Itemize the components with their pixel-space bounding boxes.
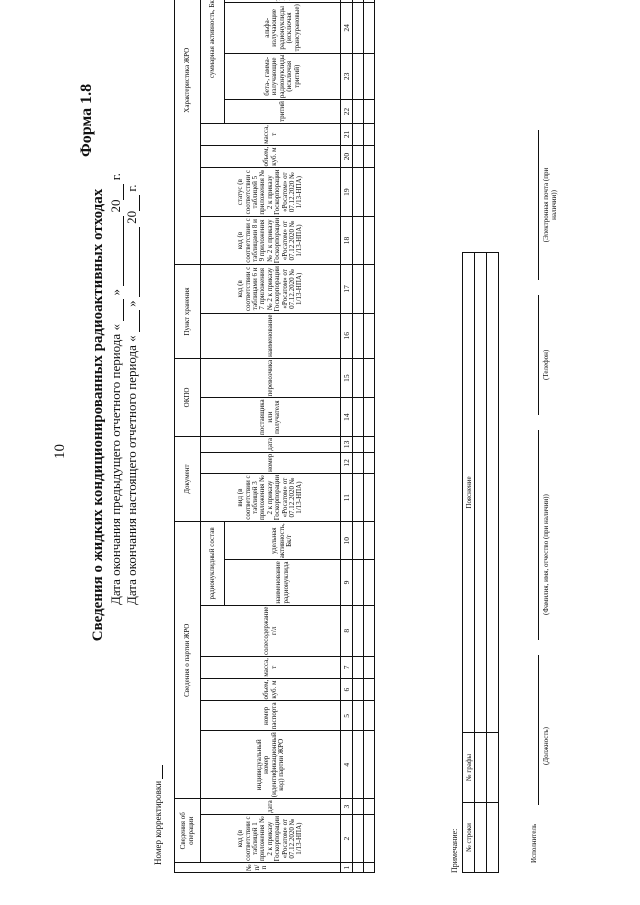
period-prev-day-blank — [111, 299, 124, 321]
cell[interactable] — [364, 265, 375, 313]
header-col-1: код (в соответствии с таблицей 1 приложения № 2 к приказу Госкорпорации «Росатом» от 07.12.2020 № 1/13-НПА) — [201, 814, 341, 862]
header-col-16: код (в соответствии с таблицами 6 и 7 приложения № 2 к приказу Госкорпорации «Росатом» от 07.12.2020 № 1/13-НПА) — [201, 265, 341, 313]
phone-line — [538, 295, 539, 415]
period-curr-close-quote: » — [124, 300, 139, 307]
colnum: 12 — [341, 452, 353, 473]
header-characteristic: Характеристика ЖРО — [175, 0, 201, 265]
form-label: Форма 1.8 — [78, 83, 95, 157]
cell[interactable] — [364, 436, 375, 452]
header-col-23: альфа-излучающие радионуклиды (исключая трансурановые) — [225, 3, 341, 53]
cell[interactable] — [364, 168, 375, 216]
cell[interactable] — [353, 436, 364, 452]
cell[interactable] — [353, 145, 364, 168]
header-col-24 — [225, 0, 341, 3]
colnum: 4 — [341, 731, 353, 799]
notes-col-field: № графы — [463, 733, 475, 803]
correction-label: Номер корректировки — [153, 780, 163, 865]
cell[interactable] — [364, 313, 375, 358]
cell[interactable] — [364, 473, 375, 521]
colnum: 21 — [341, 124, 353, 146]
cell[interactable] — [364, 3, 375, 53]
colnum: 14 — [341, 398, 353, 437]
colnum: 19 — [341, 168, 353, 216]
header-radionuclide: радионуклидный состав — [201, 522, 225, 605]
colnum: 15 — [341, 358, 353, 398]
correction-line — [150, 765, 163, 865]
cell[interactable] — [364, 863, 375, 873]
email-line — [538, 130, 539, 280]
cell[interactable] — [353, 605, 364, 656]
cell[interactable] — [475, 253, 487, 733]
header-col-7: солесодержание г/л — [201, 605, 341, 656]
cell[interactable] — [353, 522, 364, 560]
phone-caption: (Телефон) — [542, 349, 550, 380]
header-col-13: поставщика или получателя — [201, 398, 341, 437]
cell[interactable] — [353, 731, 364, 799]
period-prev-label: Дата окончания предыдущего отчетного периода — [108, 333, 123, 605]
period-prev-month-blank — [111, 216, 124, 286]
correction-blank — [150, 765, 163, 779]
header-document: Документ — [175, 436, 201, 521]
cell[interactable] — [364, 814, 375, 862]
notes-col-text: Пояснение — [463, 253, 475, 733]
colnum: 24 — [341, 3, 353, 53]
period-curr-year-prefix: 20 — [124, 210, 139, 224]
cell[interactable] — [353, 452, 364, 473]
period-curr-open-quote: « — [124, 335, 139, 342]
waste-table — [174, 0, 375, 873]
cell[interactable] — [475, 803, 487, 873]
executor-label: Исполнитель — [530, 823, 538, 863]
colnum: 11 — [341, 473, 353, 521]
period-curr-label: Дата окончания настоящего отчетного периода — [124, 345, 139, 605]
cell[interactable] — [487, 253, 499, 733]
colnum: 1 — [341, 863, 353, 873]
cell[interactable] — [353, 265, 364, 313]
colnum: 5 — [341, 701, 353, 731]
cell[interactable] — [475, 733, 487, 803]
page-number: 10 — [52, 444, 68, 459]
period-prev-open-quote: « — [108, 324, 123, 331]
cell[interactable] — [364, 124, 375, 146]
cell[interactable] — [353, 678, 364, 701]
colnum: 8 — [341, 605, 353, 656]
header-col-6: масса, т — [201, 657, 341, 679]
notes-header-row — [463, 253, 475, 873]
header-col-14: перевозчика — [201, 358, 341, 398]
cell[interactable] — [364, 53, 375, 100]
notes-row — [475, 253, 487, 873]
cell[interactable] — [353, 3, 364, 53]
header-batch: Сведения о партии ЖРО — [175, 522, 201, 799]
table-row — [364, 0, 375, 873]
colnum: 23 — [341, 53, 353, 100]
period-prev-year-suffix: г. — [108, 173, 123, 181]
email-caption: (Электронная почта (при наличии)) — [542, 167, 558, 243]
header-storage: Пункт хранения — [175, 265, 201, 359]
period-curr-year-blank — [127, 195, 140, 211]
header-num: № п/п — [175, 863, 341, 873]
header-okpo: ОКПО — [175, 358, 201, 436]
position-line — [538, 655, 539, 805]
cell[interactable] — [487, 803, 499, 873]
table-row — [353, 0, 364, 873]
period-curr-line — [124, 184, 140, 605]
notes-table — [462, 252, 499, 873]
header-col-10: вид (в соответствии с таблицей 3 приложения № 2 к приказу Госкорпорации «Росатом» от 07.12.2020 № 1/13-НПА) — [201, 473, 341, 521]
cell[interactable] — [353, 560, 364, 605]
colnum: 2 — [341, 814, 353, 862]
period-prev-close-quote: » — [108, 289, 123, 296]
header-col-21: тритий — [225, 100, 341, 124]
cell[interactable] — [364, 799, 375, 815]
colnum: 16 — [341, 313, 353, 358]
colnum: 22 — [341, 100, 353, 124]
cell[interactable] — [364, 0, 375, 3]
period-prev-year-prefix: 20 — [108, 199, 123, 213]
header-col-8: наименование радионуклида — [225, 560, 341, 605]
cell[interactable] — [364, 657, 375, 679]
header-col-15: наименование — [201, 313, 341, 358]
colnum: 9 — [341, 560, 353, 605]
colnum: 20 — [341, 145, 353, 168]
cell[interactable] — [353, 100, 364, 124]
cell[interactable] — [364, 452, 375, 473]
cell[interactable] — [353, 216, 364, 264]
cell[interactable] — [353, 313, 364, 358]
header-col-17: код (в соответствии с таблицами 8 и 9 приложения № 2 к приказу Госкорпорации «Росатом» от 07.12.2020 № 1/13-НПА) — [201, 216, 341, 264]
colnum — [341, 0, 353, 3]
header-col-4: номер паспорта — [201, 701, 341, 731]
cell[interactable] — [353, 863, 364, 873]
fio-caption: (Фамилия, имя, отчество (при наличии)) — [542, 494, 550, 615]
cell[interactable] — [364, 605, 375, 656]
colnum: 3 — [341, 799, 353, 815]
document-title: Сведения о жидких кондиционированных радиоактивных отходах — [90, 188, 106, 642]
header-total-activity: суммарная активность, Бк — [201, 0, 225, 124]
cell[interactable] — [364, 216, 375, 264]
header-col-12: дата — [201, 436, 341, 452]
notes-label: Примечание: — [450, 828, 459, 873]
header-col-5: объем, куб. м — [201, 678, 341, 701]
cell[interactable] — [364, 731, 375, 799]
notes-col-row: № строки — [463, 803, 475, 873]
cell[interactable] — [353, 168, 364, 216]
colnum: 13 — [341, 436, 353, 452]
period-prev-line — [108, 173, 124, 605]
cell[interactable] — [364, 678, 375, 701]
cell[interactable] — [353, 124, 364, 146]
cell[interactable] — [353, 814, 364, 862]
header-col-11: номер — [201, 452, 341, 473]
header-col-19: объем, куб. м — [201, 145, 341, 168]
cell[interactable] — [353, 53, 364, 100]
fio-line — [538, 430, 539, 640]
colnum: 6 — [341, 678, 353, 701]
period-curr-day-blank — [127, 310, 140, 332]
cell[interactable] — [364, 145, 375, 168]
cell[interactable] — [353, 799, 364, 815]
period-curr-month-blank — [127, 227, 140, 297]
header-col-18: статус (в соответствии с таблицей 5 приложения № 2 к приказу Госкорпорации «Росатом» от 07.12.2020 № 1/13-НПА) — [201, 168, 341, 216]
cell[interactable] — [364, 560, 375, 605]
header-col-2: дата — [201, 799, 341, 815]
cell[interactable] — [353, 657, 364, 679]
header-operation: Сведения об операции — [175, 799, 201, 863]
header-col-22: бета-, гамма- излучающие радионуклиды (исключая тритий) — [225, 53, 341, 100]
cell[interactable] — [353, 701, 364, 731]
header-col-20: масса, т — [201, 124, 341, 146]
colnum: 17 — [341, 265, 353, 313]
cell[interactable] — [364, 398, 375, 437]
cell[interactable] — [353, 473, 364, 521]
colnum: 10 — [341, 522, 353, 560]
period-prev-year-blank — [111, 184, 124, 200]
period-curr-year-suffix: г. — [124, 184, 139, 192]
colnum: 18 — [341, 216, 353, 264]
header-col-9: удельная активность, Бк/г — [225, 522, 341, 560]
column-numbers-row — [341, 0, 353, 873]
cell[interactable] — [364, 358, 375, 398]
position-caption: (Должность) — [542, 727, 550, 765]
cell[interactable] — [353, 398, 364, 437]
cell[interactable] — [353, 0, 364, 3]
cell[interactable] — [353, 358, 364, 398]
header-row-sub — [201, 0, 225, 873]
cell[interactable] — [364, 522, 375, 560]
notes-row — [487, 253, 499, 873]
colnum: 7 — [341, 657, 353, 679]
cell[interactable] — [487, 733, 499, 803]
cell[interactable] — [364, 701, 375, 731]
cell[interactable] — [364, 100, 375, 124]
header-col-3: индивидуальный номер (идентификационный код) партии ЖРО — [201, 731, 341, 799]
header-row-groups — [175, 0, 201, 873]
